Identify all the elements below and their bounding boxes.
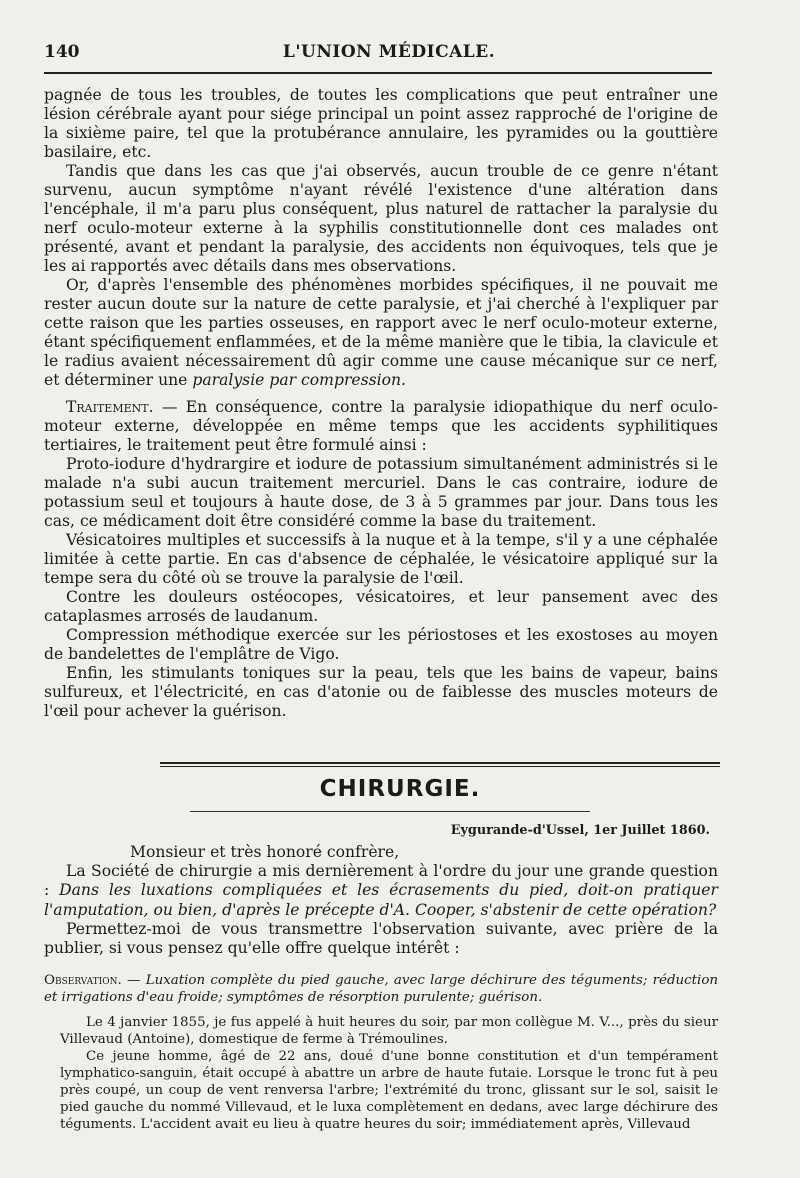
running-title: L'UNION MÉDICALE. <box>282 42 496 62</box>
treatment-text: — En conséquence, contre la paralysie idiopathique du nerf oculo-moteur externe, développée en même temps que les accidents syphilitiques tertiaires, le traitement peut être formulé ainsi : <box>44 398 718 454</box>
observation-block <box>44 972 718 1133</box>
observation-label: Observation. <box>44 973 122 988</box>
paragraph-text: Or, d'après l'ensemble des phénomènes morbides spécifiques, il ne pouvait me rester aucun doute sur la nature de cette paralysie, et j'ai cherché à l'expliquer par cette raison que les parties osseuses, en rapport avec le nerf oculo-moteur externe, étant spécifiquement enflammées, et de la même manière que le tibia, la clavicule et le radius avaient nécessairement dû agir comme une cause mécanique sur ce nerf, et déterminer une <box>44 276 718 389</box>
letter-paragraph <box>44 862 718 920</box>
letter-paragraph: Permettez-moi de vous transmettre l'observation suivante, avec prière de la publier, si vous pensez qu'elle offre quelque intérêt : <box>44 919 718 958</box>
observation-paragraph: Le 4 janvier 1855, je fus appelé à huit heures du soir, par mon collègue M. V..., près du sieur Villevaud (Antoine), domestique de ferme à Trémoulines. <box>60 1015 718 1047</box>
letter-text-plain: La Société de chirurgie a mis dernièrement à l'ordre du jour une grande question : <box>44 862 718 900</box>
paragraph: Contre les douleurs ostéocopes, vésicatoires, et leur pansement avec des cataplasmes arrosés de laudanum. <box>44 588 718 625</box>
letter-question: Dans les luxations compliquées et les écrasements du pied, doit-on pratiquer l'amputation, ou bien, d'après le précepte d'A. Cooper, s'abstenir de cette opération? <box>44 881 718 919</box>
paragraph-continuation: pagnée de tous les troubles, de toutes les complications que peut entraîner une lésion cérébrale ayant pour siége principal un point assez rapproché de l'origine de la sixième paire, tel que la protubérance annulaire, les pyramides ou la gouttière basilaire, etc. <box>44 86 718 161</box>
observation-paragraph: Ce jeune homme, âgé de 22 ans, doué d'une bonne constitution et d'un tempérament lymphatico-sanguin, était occupé à abattre un arbre de haute futaie. Lorsque le tronc fut à peu près coupé, un coup de vent renversa l'arbre; l'extrémité du tronc, glissant sur le sol, saisit le pied gauche du nommé Villevaud, et le luxa complètement en dedans, avec large déchirure des téguments. L'accident avait eu lieu à quatre heures du soir; immédiatement après, Villevaud <box>60 1049 718 1132</box>
place-date: Eygurande-d'Ussel, 1er Juillet 1860. <box>450 823 710 838</box>
italic-phrase: paralysie par compression. <box>192 371 407 389</box>
treatment-label: Traitement. <box>66 398 154 416</box>
page-number: 140 <box>44 42 80 62</box>
observation-title: Luxation complète du pied gauche, avec large déchirure des téguments; réduction et irrigations d'eau froide; symptômes de résorption purulente; guérison. <box>44 973 718 1005</box>
section-divider-thin <box>160 766 720 767</box>
paragraph: Compression méthodique exercée sur les périostoses et les exostoses au moyen de bandelettes de l'emplâtre de Vigo. <box>44 626 718 663</box>
paragraph <box>44 276 718 390</box>
salutation: Monsieur et très honoré confrère, <box>130 843 400 861</box>
paragraph: Tandis que dans les cas que j'ai observés, aucun trouble de ce genre n'étant survenu, aucun symptôme n'ayant révélé l'existence d'une altération dans l'encéphale, il m'a paru plus conséquent, plus naturel de rattacher la paralysie du nerf oculo-moteur externe à la syphilis constitutionnelle dont ces malades ont présenté, avant et pendant la paralysie, des accidents non équivoques, tels que je les ai rapportés avec détails dans mes observations. <box>44 162 718 275</box>
paragraph: Vésicatoires multiples et successifs à la nuque et à la tempe, s'il y a une céphalée limitée à cette partie. En cas d'absence de céphalée, le vésicatoire appliqué sur la tempe sera du côté où se trouve la paralysie de l'œil. <box>44 531 718 587</box>
observation-dash: — <box>121 973 146 988</box>
observation-heading <box>44 972 718 1006</box>
section-title: CHIRURGIE. <box>319 776 481 802</box>
page-header <box>44 42 714 62</box>
paragraph: Proto-iodure d'hydrargire et iodure de potassium simultanément administrés si le malade n'a subi aucun traitement mercuriel. Dans le cas contraire, iodure de potassium seul et toujours à haute dose, de 3 à 5 grammes par jour. Dans tous les cas, ce médicament doit être considéré comme la base du traitement. <box>44 455 718 530</box>
treatment-paragraph <box>44 398 718 455</box>
section-title-rule <box>190 811 590 812</box>
main-text <box>44 86 718 721</box>
paragraph: Enfin, les stimulants toniques sur la peau, tels que les bains de vapeur, bains sulfureux, et l'électricité, en cas d'atonie ou de faiblesse des muscles moteurs de l'œil pour achever la guérison. <box>44 664 718 720</box>
letter-text <box>44 843 718 958</box>
header-rule <box>44 72 712 74</box>
section-divider <box>160 762 720 764</box>
